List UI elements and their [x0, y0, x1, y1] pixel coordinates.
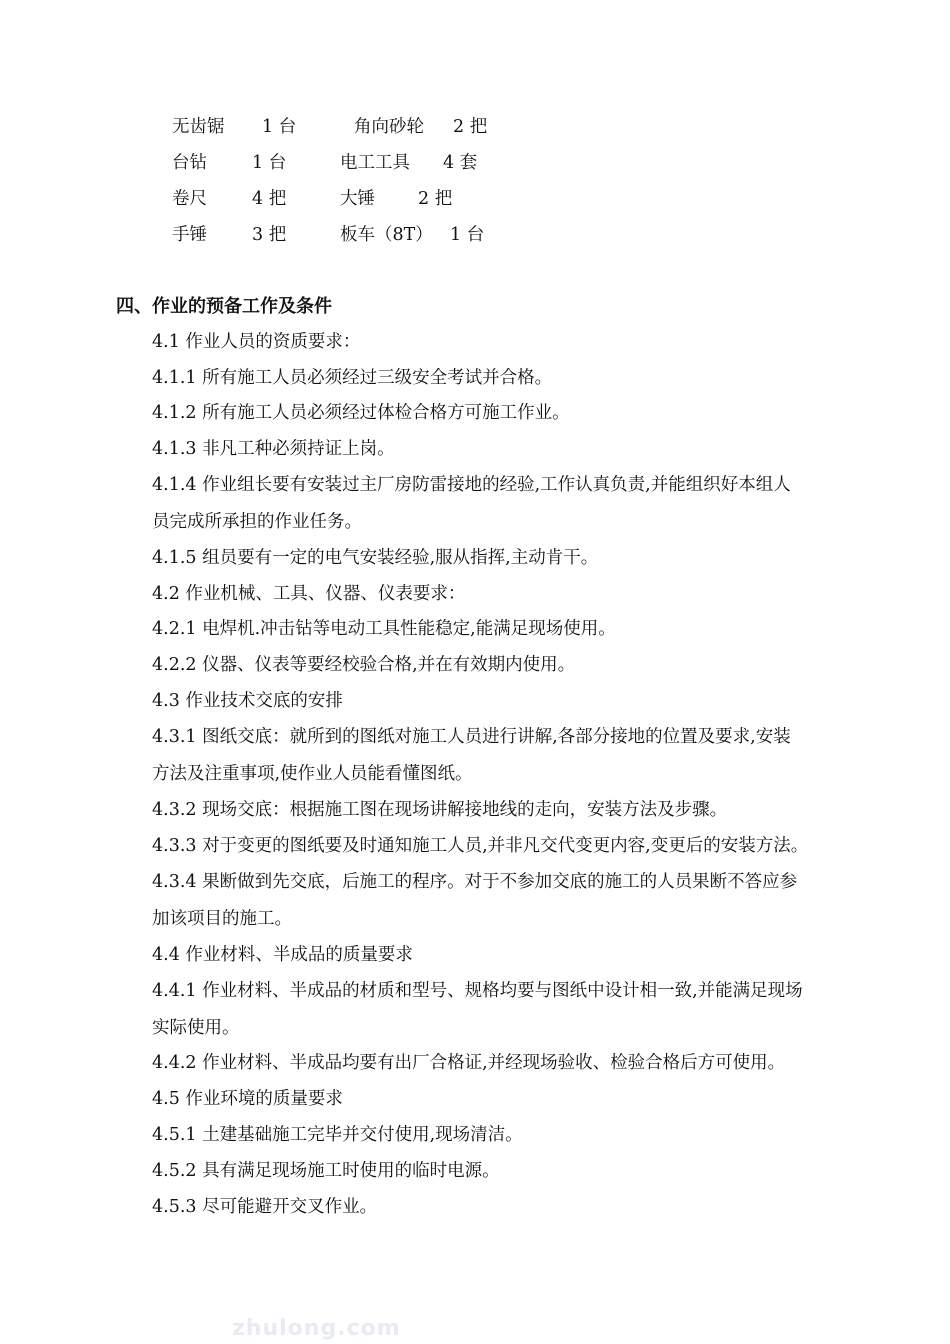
tool-name: 卷尺 [172, 189, 207, 209]
tool-qty: 1 台 [262, 117, 297, 137]
paragraph-line: 4.1.3 非凡工种必须持证上岗。 [152, 439, 395, 459]
paragraph-line: 4.3.3 对于变更的图纸要及时通知施工人员,并非凡交代变更内容,变更后的安装方法。 [152, 836, 809, 856]
paragraph-line: 4.1 作业人员的资质要求： [152, 332, 361, 352]
paragraph-line: 4.3 作业技术交底的安排 [152, 691, 343, 711]
paragraph-line: 4.2 作业机械、工具、仪器、仪表要求： [152, 584, 466, 604]
paragraph-line: 4.1.2 所有施工人员必须经过体检合格方可施工作业。 [152, 403, 570, 423]
tool-name: 无齿锯 [172, 117, 225, 137]
tool-name: 板车（8T） [340, 225, 433, 245]
paragraph-line: 4.5.1 土建基础施工完毕并交付使用,现场清洁。 [152, 1125, 523, 1145]
paragraph-line: 4.5 作业环境的质量要求 [152, 1089, 343, 1109]
tool-name: 角向砂轮 [354, 117, 424, 137]
section-heading: 四、作业的预备工作及条件 [116, 296, 332, 317]
tool-qty: 4 套 [443, 153, 478, 173]
paragraph-line: 员完成所承担的作业任务。 [152, 512, 362, 532]
tool-name: 台钻 [172, 153, 207, 173]
tool-qty: 1 台 [252, 153, 287, 173]
paragraph-line: 4.1.5 组员要有一定的电气安装经验,服从指挥,主动肯干。 [152, 548, 599, 568]
tool-name: 大锤 [340, 189, 375, 209]
tool-name: 手锤 [172, 225, 207, 245]
paragraph-line: 方法及注重事项,使作业人员能看懂图纸。 [152, 764, 473, 784]
watermark: zhulong.com [232, 1316, 401, 1341]
tool-qty: 2 把 [418, 189, 453, 209]
tool-qty: 2 把 [453, 117, 488, 137]
paragraph-line: 4.5.2 具有满足现场施工时使用的临时电源。 [152, 1161, 500, 1181]
paragraph-line: 4.4.2 作业材料、半成品均要有出厂合格证,并经现场验收、检验合格后方可使用。 [152, 1053, 786, 1073]
paragraph-line: 4.4 作业材料、半成品的质量要求 [152, 945, 413, 965]
paragraph-line: 4.5.3 尽可能避开交叉作业。 [152, 1197, 378, 1217]
tool-qty: 4 把 [252, 189, 287, 209]
paragraph-line: 加该项目的施工。 [152, 909, 292, 929]
paragraph-line: 4.2.2 仪器、仪表等要经校验合格,并在有效期内使用。 [152, 655, 576, 675]
paragraph-line: 实际使用。 [152, 1018, 240, 1038]
paragraph-line: 4.3.1 图纸交底：就所到的图纸对施工人员进行讲解,各部分接地的位置及要求,安装 [152, 727, 791, 747]
tool-qty: 1 台 [450, 225, 485, 245]
paragraph-line: 4.1.4 作业组长要有安装过主厂房防雷接地的经验,工作认真负责,并能组织好本组人 [152, 475, 791, 495]
paragraph-line: 4.2.1 电焊机.冲击钻等电动工具性能稳定,能满足现场使用。 [152, 619, 616, 639]
paragraph-line: 4.4.1 作业材料、半成品的材质和型号、规格均要与图纸中设计相一致,并能满足现场 [152, 981, 803, 1001]
paragraph-line: 4.3.2 现场交底：根据施工图在现场讲解接地线的走向，安装方法及步骤。 [152, 800, 728, 820]
paragraph-line: 4.3.4 果断做到先交底，后施工的程序。对于不参加交底的施工的人员果断不答应参 [152, 872, 798, 892]
tool-name: 电工工具 [340, 153, 410, 173]
tool-qty: 3 把 [252, 225, 287, 245]
paragraph-line: 4.1.1 所有施工人员必须经过三级安全考试并合格。 [152, 368, 553, 388]
